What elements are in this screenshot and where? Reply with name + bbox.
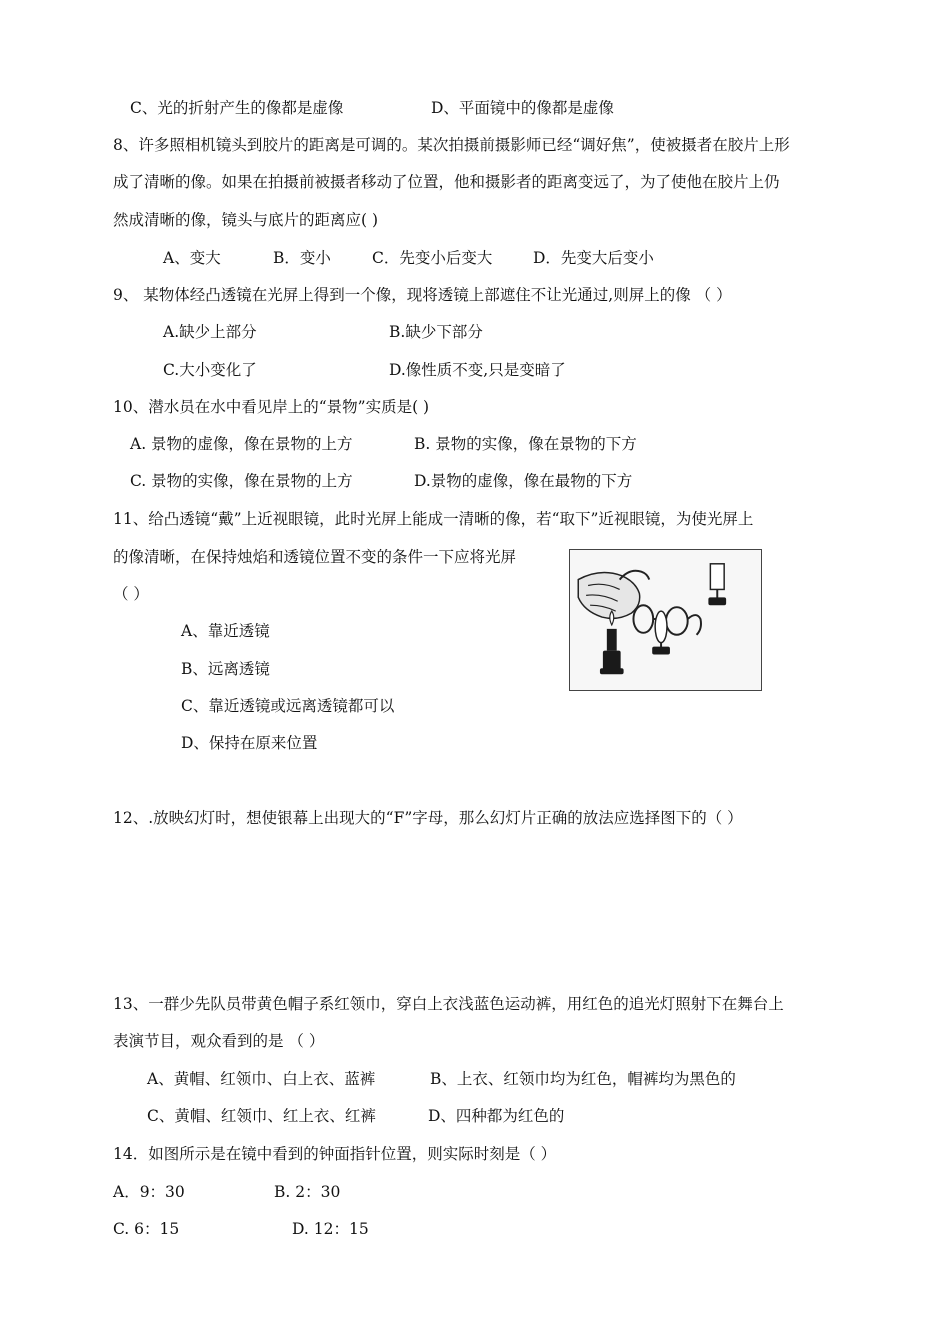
q12-stem-line1: 12、.放映幻灯时，想使银幕上出现大的“F”字母，那么幻灯片正确的放法应选择图下的（ ） <box>113 809 743 827</box>
q11-stem-line1: 11、给凸透镜“戴”上近视眼镜，此时光屏上能成一清晰的像，若“取下”近视眼镜，为使光屏上 <box>113 510 754 528</box>
q10-option-b: B. 景物的实像，像在景物的下方 <box>414 435 637 453</box>
q13-stem-line2: 表演节目，观众看到的是 （ ） <box>113 1032 325 1050</box>
q14-option-d: D. 12：15 <box>292 1220 369 1238</box>
q11-lens-experiment-figure <box>569 549 762 691</box>
q10-option-d: D.景物的虚像，像在最物的下方 <box>414 472 633 490</box>
q13-option-c: C、黄帽、红领巾、红上衣、红裤 <box>147 1107 376 1125</box>
q9-option-d: D.像性质不变,只是变暗了 <box>389 361 566 379</box>
q8-stem-line1: 8、许多照相机镜头到胶片的距离是可调的。某次拍摄前摄影师已经“调好焦”，使被摄者在胶片上形 <box>113 136 790 154</box>
q13-option-b: B、上衣、红领巾均为红色，帽裤均为黑色的 <box>430 1070 736 1088</box>
q14-option-b: B. 2：30 <box>274 1183 341 1201</box>
q8-option-d: D．先变大后变小 <box>533 249 654 267</box>
q11-option-d: D、保持在原来位置 <box>181 734 318 752</box>
q11-option-a: A、靠近透镜 <box>181 622 270 640</box>
q10-option-a: A. 景物的虚像，像在景物的上方 <box>130 435 353 453</box>
q14-option-a: A．9：30 <box>113 1183 185 1201</box>
q13-stem-line1: 13、一群少先队员带黄色帽子系红领巾，穿白上衣浅蓝色运动裤，用红色的追光灯照射下在舞台上 <box>113 995 784 1013</box>
q7-option-d: D、平面镜中的像都是虚像 <box>431 99 614 117</box>
q8-option-c: C．先变小后变大 <box>372 249 493 267</box>
q11-answer-parens: （ ） <box>113 585 149 603</box>
q11-option-c: C、靠近透镜或远离透镜都可以 <box>181 697 395 715</box>
q9-stem-line1: 9、 某物体经凸透镜在光屏上得到一个像，现将透镜上部遮住不让光通过,则屏上的像 （ ） <box>113 286 732 304</box>
q8-option-b: B．变小 <box>273 249 331 267</box>
q11-stem-line2: 的像清晰，在保持烛焰和透镜位置不变的条件一下应将光屏 <box>113 548 517 566</box>
q10-option-c: C. 景物的实像，像在景物的上方 <box>130 472 353 490</box>
q9-option-a: A.缺少上部分 <box>163 323 257 341</box>
q13-option-a: A、黄帽、红领巾、白上衣、蓝裤 <box>147 1070 376 1088</box>
q14-option-c: C. 6：15 <box>113 1220 180 1238</box>
q8-option-a: A、变大 <box>163 249 221 267</box>
q11-option-b: B、远离透镜 <box>181 660 270 678</box>
q14-stem-line1: 14．如图所示是在镜中看到的钟面指针位置，则实际时刻是（ ） <box>113 1145 557 1163</box>
q9-option-c: C.大小变化了 <box>163 361 257 379</box>
q9-option-b: B.缺少下部分 <box>389 323 483 341</box>
q8-stem-line3: 然成清晰的像，镜头与底片的距离应( ) <box>113 211 379 229</box>
q13-option-d: D、四种都为红色的 <box>428 1107 565 1125</box>
q8-stem-line2: 成了清晰的像。如果在拍摄前被摄者移动了位置，他和摄影者的距离变远了，为了使他在胶片上仍 <box>113 173 780 191</box>
q7-option-c: C、光的折射产生的像都是虚像 <box>130 99 344 117</box>
q10-stem-line1: 10、潜水员在水中看见岸上的“景物”实质是( ) <box>113 398 430 416</box>
